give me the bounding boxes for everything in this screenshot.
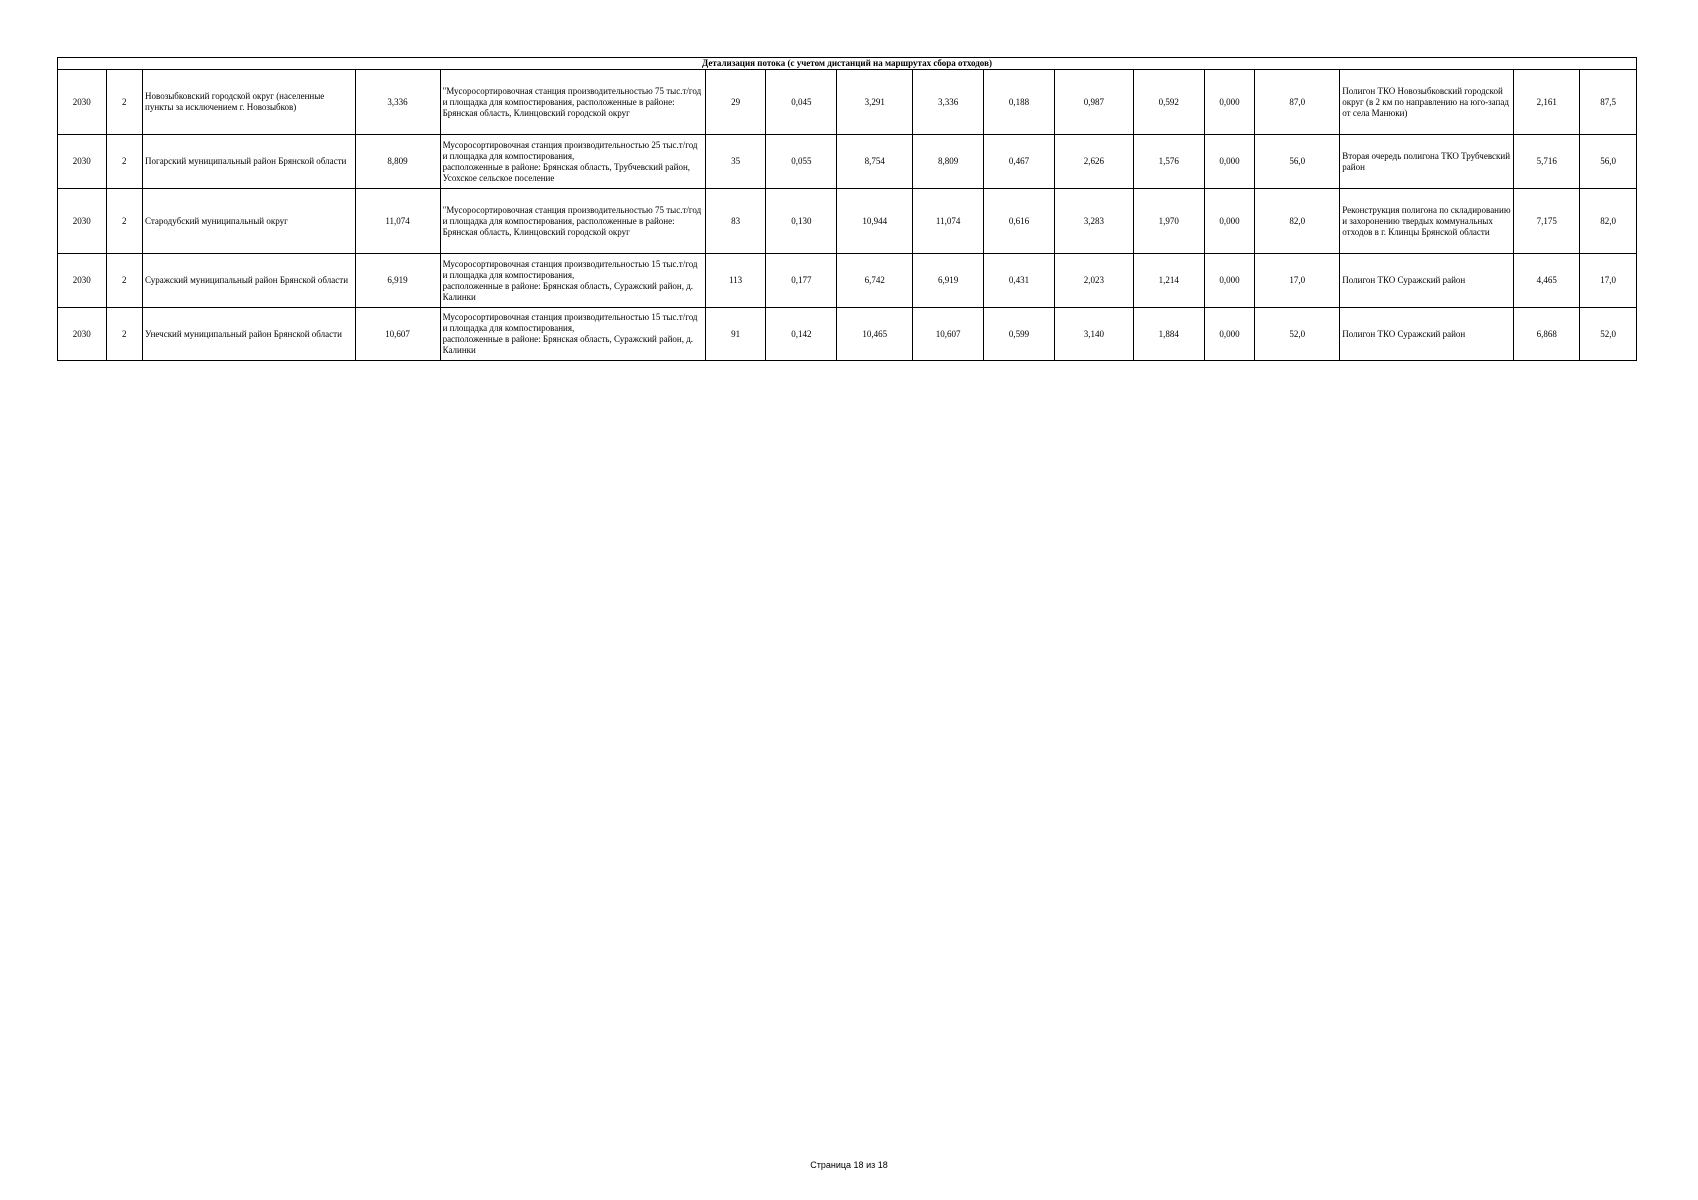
table-row: [58, 308, 1637, 361]
table-row: [58, 70, 1637, 135]
cell-v4: 3,291: [837, 70, 913, 135]
cell-v6: 0,467: [984, 135, 1055, 189]
cell-v11: 7,175: [1514, 189, 1580, 254]
cell-v5: 11,074: [913, 189, 984, 254]
cell-v4: 6,742: [837, 254, 913, 308]
cell-v11: 4,465: [1514, 254, 1580, 308]
cell-landfill: Полигон ТКО Суражский район: [1340, 254, 1514, 308]
cell-year: 2030: [58, 70, 107, 135]
cell-n: 2: [106, 135, 142, 189]
cell-v9: 0,000: [1204, 70, 1255, 135]
cell-v12: 52,0: [1580, 308, 1637, 361]
cell-v6: 0,431: [984, 254, 1055, 308]
cell-v1: 3,336: [355, 70, 440, 135]
cell-v3: 0,142: [766, 308, 837, 361]
cell-v1: 10,607: [355, 308, 440, 361]
cell-n: 2: [106, 189, 142, 254]
table-title: Детализация потока (с учетом дистанций на маршрутах сбора отходов): [58, 58, 1637, 70]
table-row: [58, 135, 1637, 189]
cell-v11: 5,716: [1514, 135, 1580, 189]
cell-municipality: Стародубский муниципальный округ: [143, 189, 356, 254]
cell-v9: 0,000: [1204, 189, 1255, 254]
cell-facility: "Мусоросортировочная станция производительностью 75 тыс.т/год и площадка для компостирования, расположенные в районе: Брянская область, Клинцовский городской округ: [440, 189, 705, 254]
table-row: [58, 189, 1637, 254]
cell-v5: 10,607: [913, 308, 984, 361]
cell-year: 2030: [58, 254, 107, 308]
cell-v11: 6,868: [1514, 308, 1580, 361]
cell-v4: 10,944: [837, 189, 913, 254]
cell-v9: 0,000: [1204, 135, 1255, 189]
cell-municipality: Погарский муниципальный район Брянской области: [143, 135, 356, 189]
cell-v9: 0,000: [1204, 308, 1255, 361]
cell-v1: 11,074: [355, 189, 440, 254]
cell-v9: 0,000: [1204, 254, 1255, 308]
cell-v10: 87,0: [1255, 70, 1340, 135]
cell-year: 2030: [58, 308, 107, 361]
cell-municipality: Суражский муниципальный район Брянской области: [143, 254, 356, 308]
cell-v7: 2,626: [1054, 135, 1133, 189]
flow-detail-table: [57, 57, 1637, 361]
cell-v8: 1,970: [1133, 189, 1204, 254]
cell-landfill: Полигон ТКО Новозыбковский городской округ (в 2 км по направлению на юго-запад от села Манюки): [1340, 70, 1514, 135]
cell-v7: 3,140: [1054, 308, 1133, 361]
cell-n: 2: [106, 70, 142, 135]
cell-v3: 0,177: [766, 254, 837, 308]
cell-facility: "Мусоросортировочная станция производительностью 75 тыс.т/год и площадка для компостирования, расположенные в районе: Брянская область, Клинцовский городской округ: [440, 70, 705, 135]
cell-v3: 0,045: [766, 70, 837, 135]
cell-v7: 2,023: [1054, 254, 1133, 308]
cell-n: 2: [106, 308, 142, 361]
cell-v12: 82,0: [1580, 189, 1637, 254]
cell-v4: 8,754: [837, 135, 913, 189]
cell-v12: 17,0: [1580, 254, 1637, 308]
cell-n: 2: [106, 254, 142, 308]
table-row: [58, 254, 1637, 308]
cell-v7: 3,283: [1054, 189, 1133, 254]
cell-v2: 29: [705, 70, 766, 135]
page-number: Страница 18 из 18: [810, 1160, 888, 1170]
cell-v4: 10,465: [837, 308, 913, 361]
cell-year: 2030: [58, 189, 107, 254]
cell-v7: 0,987: [1054, 70, 1133, 135]
cell-v3: 0,130: [766, 189, 837, 254]
cell-v8: 1,884: [1133, 308, 1204, 361]
cell-landfill: Полигон ТКО Суражский район: [1340, 308, 1514, 361]
cell-v8: 1,576: [1133, 135, 1204, 189]
cell-v1: 6,919: [355, 254, 440, 308]
cell-v2: 83: [705, 189, 766, 254]
cell-v6: 0,599: [984, 308, 1055, 361]
cell-v11: 2,161: [1514, 70, 1580, 135]
cell-v3: 0,055: [766, 135, 837, 189]
cell-municipality: Унечский муниципальный район Брянской области: [143, 308, 356, 361]
cell-landfill: Реконструкция полигона по складированию и захоронению твердых коммунальных отходов в г. Клинцы Брянской области: [1340, 189, 1514, 254]
cell-v12: 87,5: [1580, 70, 1637, 135]
cell-year: 2030: [58, 135, 107, 189]
cell-v10: 82,0: [1255, 189, 1340, 254]
cell-v12: 56,0: [1580, 135, 1637, 189]
cell-v8: 1,214: [1133, 254, 1204, 308]
cell-v10: 52,0: [1255, 308, 1340, 361]
cell-v6: 0,616: [984, 189, 1055, 254]
cell-v2: 35: [705, 135, 766, 189]
cell-municipality: Новозыбковский городской округ (населенные пункты за исключением г. Новозыбков): [143, 70, 356, 135]
cell-v10: 17,0: [1255, 254, 1340, 308]
cell-v10: 56,0: [1255, 135, 1340, 189]
flow-detail-sheet: [57, 57, 1637, 361]
cell-v2: 113: [705, 254, 766, 308]
cell-landfill: Вторая очередь полигона ТКО Трубчевский район: [1340, 135, 1514, 189]
cell-v5: 6,919: [913, 254, 984, 308]
cell-facility: Мусоросортировочная станция производительностью 15 тыс.т/год и площадка для компостирования, расположенные в районе: Брянская область, Суражский район, д. Калинки: [440, 254, 705, 308]
cell-facility: Мусоросортировочная станция производительностью 25 тыс.т/год и площадка для компостирования, расположенные в районе: Брянская область, Трубчевский район, Усохское сельское поселение: [440, 135, 705, 189]
cell-v6: 0,188: [984, 70, 1055, 135]
cell-v5: 8,809: [913, 135, 984, 189]
cell-v5: 3,336: [913, 70, 984, 135]
cell-v8: 0,592: [1133, 70, 1204, 135]
cell-v2: 91: [705, 308, 766, 361]
cell-facility: Мусоросортировочная станция производительностью 15 тыс.т/год и площадка для компостирования, расположенные в районе: Брянская область, Суражский район, д. Калинки: [440, 308, 705, 361]
cell-v1: 8,809: [355, 135, 440, 189]
